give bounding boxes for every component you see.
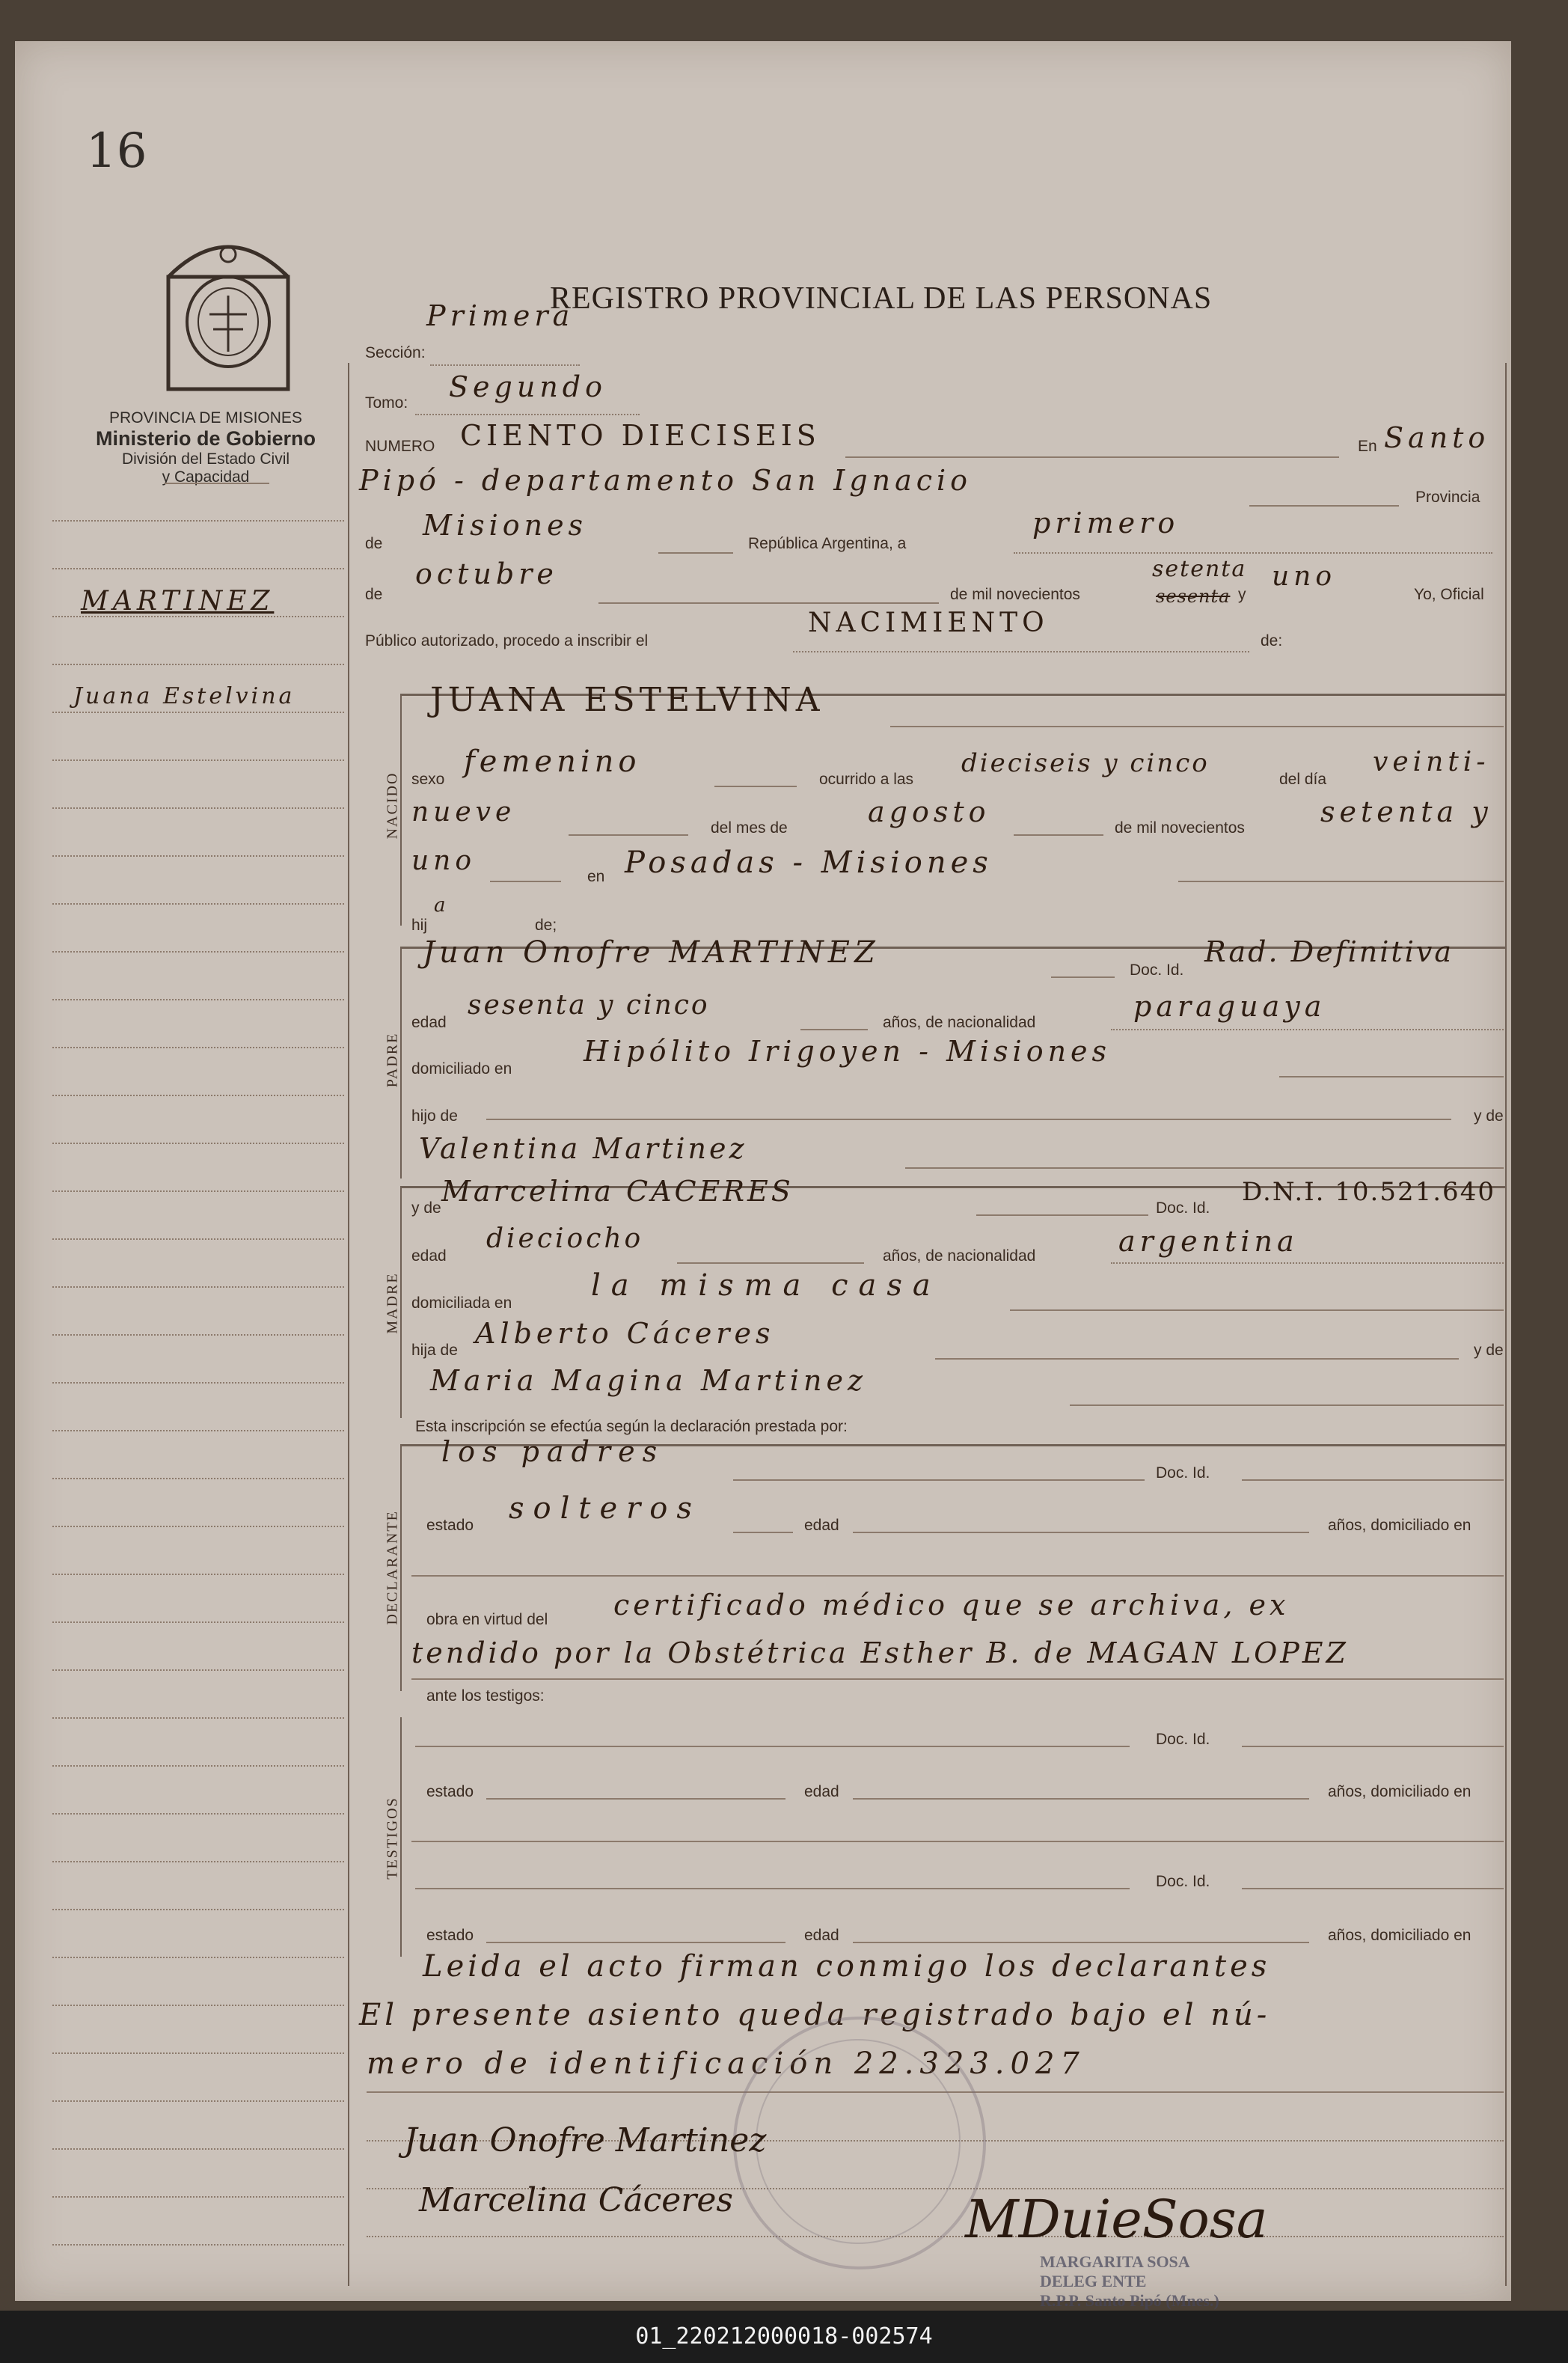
label-de-mil: de mil novecientos bbox=[950, 586, 1080, 603]
label-tomo: Tomo: bbox=[365, 394, 408, 412]
value-anio-corregido: setenta bbox=[1152, 556, 1247, 582]
value-madre-nombre: Marcelina CACERES bbox=[441, 1175, 794, 1208]
label-del-mes: del mes de bbox=[711, 819, 788, 837]
value-mes: octubre bbox=[415, 557, 558, 590]
label-y-de-madre: y de bbox=[411, 1199, 441, 1217]
label-ante: ante los testigos: bbox=[426, 1687, 545, 1705]
margin-rule bbox=[52, 999, 344, 1000]
label-domiciliada-madre: domiciliada en bbox=[411, 1294, 512, 1312]
value-padre-doc: Rad. Definitiva bbox=[1204, 935, 1454, 968]
signature-madre: Marcelina Cáceres bbox=[419, 2181, 733, 2219]
value-padre-nombre: Juan Onofre MARTINEZ bbox=[423, 935, 880, 970]
margin-rule bbox=[52, 1143, 344, 1144]
province-heading: PROVINCIA DE MISIONES bbox=[109, 409, 302, 427]
label-doc-id-madre: Doc. Id. bbox=[1156, 1199, 1210, 1217]
margin-rule bbox=[52, 2148, 344, 2150]
value-anio-unidad: uno bbox=[1272, 561, 1337, 592]
margin-rule bbox=[52, 1526, 344, 1527]
value-padre-nac: paraguaya bbox=[1133, 990, 1326, 1023]
label-de-mil-nov: de mil novecientos bbox=[1115, 819, 1245, 837]
label-hija-de: hija de bbox=[411, 1342, 458, 1359]
label-doc-id-testigo-2: Doc. Id. bbox=[1156, 1873, 1210, 1890]
margin-rule bbox=[52, 712, 344, 713]
margin-given-names: Juana Estelvina bbox=[73, 683, 295, 709]
stamp-line-3: R.P.P. Santo Pipó (Mnes.) bbox=[1040, 2291, 1219, 2310]
label-estado-testigo-1: estado bbox=[426, 1783, 474, 1800]
value-provincia: Misiones bbox=[423, 509, 588, 542]
division-line-1: División del Estado Civil bbox=[121, 450, 290, 468]
margin-rule bbox=[52, 1765, 344, 1767]
value-acto: NACIMIENTO bbox=[808, 608, 1049, 638]
value-hij-suffix: a bbox=[434, 894, 446, 917]
label-anos-nac-madre: años, de nacionalidad bbox=[883, 1247, 1036, 1265]
value-lugar-nac: Posadas - Misiones bbox=[625, 846, 993, 880]
page-number: 16 bbox=[86, 123, 147, 179]
value-nombre: JUANA ESTELVINA bbox=[430, 681, 824, 719]
margin-rule bbox=[52, 1957, 344, 1958]
label-hij: hij bbox=[411, 917, 428, 934]
value-decl-estado: solteros bbox=[509, 1491, 701, 1526]
stamp-line-1: MARGARITA SOSA bbox=[1040, 2252, 1190, 2271]
label-yo-oficial: Yo, Oficial bbox=[1414, 586, 1484, 603]
value-obra-2: tendido por la Obstétrica Esther B. de MAGAN LOPEZ bbox=[411, 1636, 1349, 1669]
margin-rule bbox=[52, 1190, 344, 1192]
value-padre-edad: sesenta y cinco bbox=[468, 990, 710, 1021]
label-hijo-de: hijo de bbox=[411, 1107, 458, 1125]
label-edad-testigo-2: edad bbox=[804, 1927, 839, 1944]
label-anos-dom-testigo-2: años, domiciliado en bbox=[1328, 1927, 1471, 1944]
margin-rule bbox=[52, 807, 344, 809]
value-madre-edad: dieciocho bbox=[486, 1223, 644, 1254]
register-title: REGISTRO PROVINCIAL DE LAS PERSONAS bbox=[550, 281, 1213, 316]
margin-rule bbox=[52, 2196, 344, 2198]
label-obra: obra en virtud del bbox=[426, 1611, 548, 1628]
registrar-stamp bbox=[1040, 2252, 1219, 2311]
value-madre-nac: argentina bbox=[1118, 1225, 1299, 1258]
label-estado-testigo-2: estado bbox=[426, 1927, 474, 1944]
label-republica: República Argentina, a bbox=[748, 535, 907, 552]
value-anio-tachado: sesenta bbox=[1156, 586, 1231, 607]
value-hora: dieciseis y cinco bbox=[961, 748, 1210, 778]
ministry-heading: Ministerio de Gobierno bbox=[95, 427, 316, 450]
official-round-stamp-inner bbox=[756, 2039, 961, 2244]
label-edad-testigo-1: edad bbox=[804, 1783, 839, 1800]
value-declarante: los padres bbox=[441, 1435, 665, 1468]
value-seccion: Primera bbox=[426, 299, 575, 332]
margin-rule bbox=[52, 855, 344, 857]
margin-rule bbox=[52, 520, 344, 522]
value-madre-doc: D.N.I. 10.521.640 bbox=[1242, 1177, 1495, 1207]
label-de-2: de bbox=[365, 586, 383, 603]
margin-rule bbox=[52, 1574, 344, 1575]
footer-filename: 01_220212000018-002574 bbox=[0, 2311, 1568, 2363]
margin-rule bbox=[52, 1238, 344, 1240]
value-dia-nac-2: nueve bbox=[411, 797, 516, 828]
label-estado-declarante: estado bbox=[426, 1517, 474, 1534]
margin-rule bbox=[52, 1621, 344, 1623]
signature-padre: Juan Onofre Martinez bbox=[404, 2121, 767, 2159]
value-numero: CIENTO DIECISEIS bbox=[460, 419, 821, 452]
margin-rule bbox=[52, 2244, 344, 2246]
value-nota-3: mero de identificación 22.323.027 bbox=[367, 2046, 1085, 2081]
margin-rule bbox=[52, 1861, 344, 1862]
label-edad-madre: edad bbox=[411, 1247, 447, 1265]
label-de-1: de bbox=[365, 535, 383, 552]
value-lugar-1: Santo bbox=[1384, 421, 1490, 454]
margin-rule bbox=[52, 759, 344, 761]
stamp-line-2: DELEG ENTE bbox=[1040, 2272, 1147, 2290]
margin-rule bbox=[52, 568, 344, 569]
label-seccion: Sección: bbox=[365, 344, 426, 361]
label-edad-declarante: edad bbox=[804, 1517, 839, 1534]
label-ocurrido: ocurrido a las bbox=[819, 771, 914, 788]
provincial-seal-icon bbox=[157, 224, 299, 397]
margin-rule bbox=[52, 1813, 344, 1815]
label-domiciliado-padre: domiciliado en bbox=[411, 1060, 512, 1077]
margin-surname: MARTINEZ bbox=[81, 586, 275, 617]
label-del-dia: del día bbox=[1279, 771, 1327, 788]
label-y: y bbox=[1238, 586, 1246, 603]
value-padre-dom: Hipólito Irigoyen - Misiones bbox=[584, 1035, 1112, 1068]
margin-rule bbox=[52, 664, 344, 665]
value-mes-nac: agosto bbox=[868, 795, 990, 828]
value-madre-dom: la misma casa bbox=[591, 1268, 941, 1303]
value-dia: primero bbox=[1032, 507, 1180, 539]
label-numero: NUMERO bbox=[365, 438, 435, 455]
value-madre-hija-de-2: Maria Magina Martinez bbox=[430, 1364, 868, 1397]
margin-rule bbox=[52, 1382, 344, 1384]
section-label-nacido: NACIDO bbox=[384, 771, 401, 840]
label-anos-dom-testigo-1: años, domiciliado en bbox=[1328, 1783, 1471, 1800]
label-en: En bbox=[1358, 438, 1377, 455]
label-y-de-madre-2: y de bbox=[1474, 1342, 1504, 1359]
label-edad-padre: edad bbox=[411, 1014, 447, 1031]
label-provincia: Provincia bbox=[1415, 489, 1480, 506]
section-label-declarante: DECLARANTE bbox=[384, 1510, 401, 1625]
label-sexo: sexo bbox=[411, 771, 445, 788]
margin-rule bbox=[52, 1669, 344, 1671]
division-line-2: y Capacidad bbox=[162, 468, 250, 486]
margin-rule bbox=[52, 951, 344, 953]
value-sexo: femenino bbox=[464, 745, 641, 779]
label-de-colon: de: bbox=[1261, 632, 1283, 649]
margin-rule bbox=[52, 1286, 344, 1288]
value-anio-nac-2: uno bbox=[411, 846, 477, 876]
margin-rule bbox=[52, 1478, 344, 1479]
value-tomo: Segundo bbox=[449, 370, 607, 403]
margin-rule bbox=[52, 1909, 344, 1910]
label-anos-nac-padre: años, de nacionalidad bbox=[883, 1014, 1036, 1031]
label-doc-id-testigo-1: Doc. Id. bbox=[1156, 1731, 1210, 1748]
section-label-testigos: TESTIGOS bbox=[384, 1797, 401, 1880]
label-de-semi: de; bbox=[535, 917, 557, 934]
label-anos-dom-declarante: años, domiciliado en bbox=[1328, 1517, 1471, 1534]
value-lugar-2: Pipó - departamento San Ignacio bbox=[359, 464, 973, 497]
value-obra-1: certificado médico que se archiva, ex bbox=[613, 1589, 1290, 1621]
value-dia-nac-1: veinti- bbox=[1373, 747, 1490, 777]
label-en-lower: en bbox=[587, 868, 605, 885]
value-padre-hijo-de-2: Valentina Martinez bbox=[419, 1132, 747, 1165]
section-label-padre: PADRE bbox=[384, 1032, 401, 1088]
label-doc-id-padre: Doc. Id. bbox=[1130, 962, 1184, 979]
margin-rule bbox=[52, 1717, 344, 1719]
label-y-de-padre: y de bbox=[1474, 1107, 1504, 1125]
margin-rule bbox=[52, 1430, 344, 1431]
label-inscripcion: Esta inscripción se efectúa según la declaración prestada por: bbox=[415, 1418, 848, 1435]
register-page bbox=[15, 41, 1511, 2310]
section-label-madre: MADRE bbox=[384, 1272, 401, 1334]
margin-rule bbox=[52, 1334, 344, 1336]
value-madre-hija-de: Alberto Cáceres bbox=[475, 1317, 775, 1350]
margin-rule bbox=[52, 2005, 344, 2006]
value-anio-nac-1: setenta y bbox=[1320, 795, 1492, 828]
margin-rule bbox=[52, 2052, 344, 2054]
margin-rule bbox=[52, 903, 344, 905]
margin-rule bbox=[52, 2100, 344, 2102]
label-publico: Público autorizado, procedo a inscribir el bbox=[365, 632, 649, 649]
label-doc-id-declarante: Doc. Id. bbox=[1156, 1464, 1210, 1482]
margin-rule bbox=[52, 1047, 344, 1048]
margin-rule bbox=[52, 1095, 344, 1096]
value-nota-1: Leida el acto firman conmigo los declarantes bbox=[423, 1949, 1271, 1984]
signature-oficial: MDuieSosa bbox=[965, 2189, 1268, 2250]
value-nota-2: El presente asiento queda registrado bajo el nú- bbox=[359, 1998, 1271, 2032]
